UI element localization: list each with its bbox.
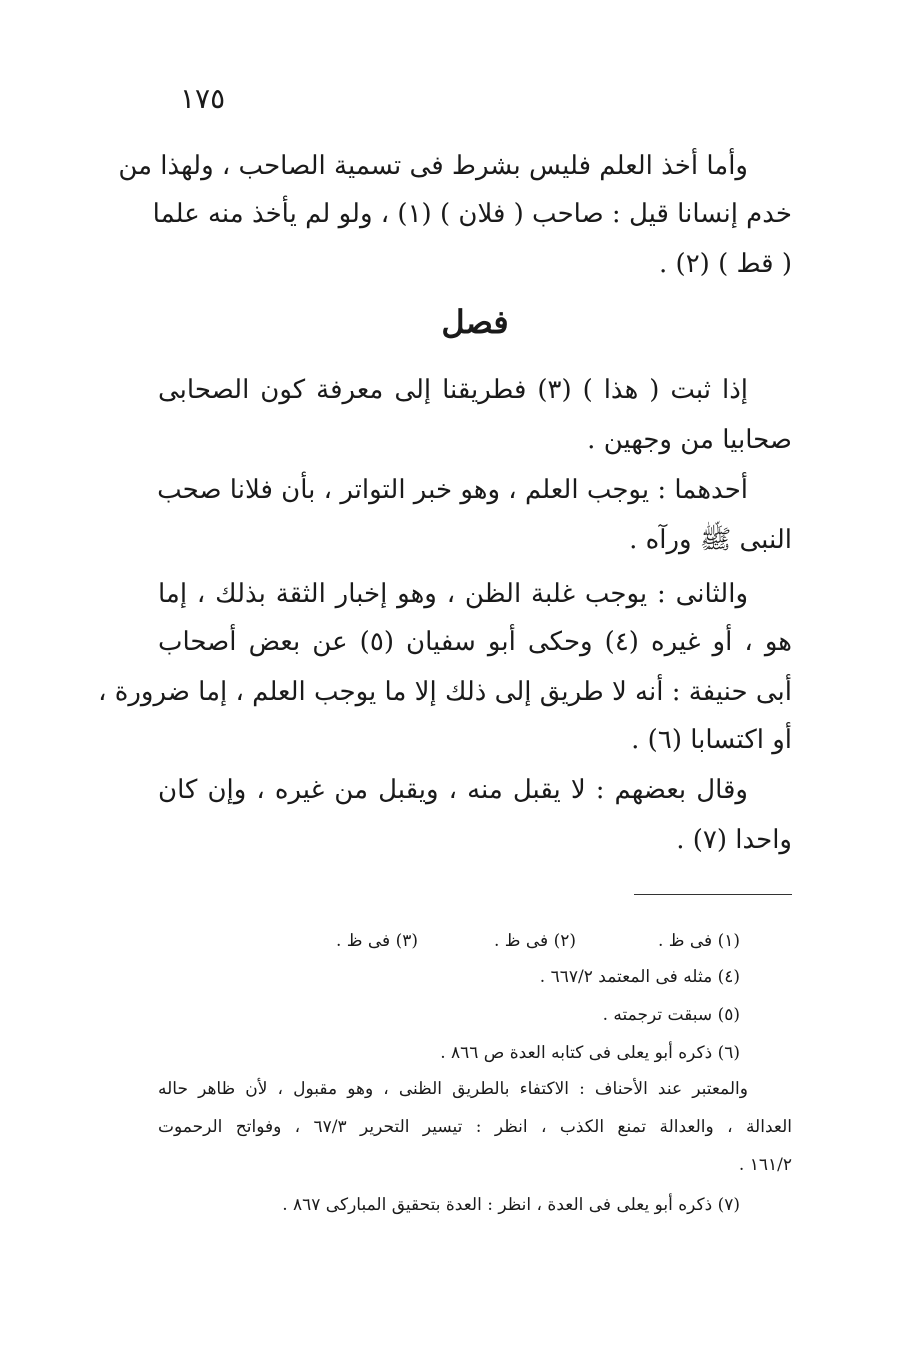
body-line: واحدا (٧) . (676, 825, 792, 855)
body-line: أحدهما : يوجب العلم ، وهو خبر التواتر ، بأن فلانا صحب (157, 475, 748, 505)
body-line: أو اكتسابا (٦) . (631, 725, 792, 755)
body-line: النبى ﷺ ورآه . (629, 525, 792, 555)
footnote-separator (634, 894, 792, 895)
body-line: أبى حنيفة : أنه لا طريق إلى ذلك إلا ما يوجب العلم ، إما ضرورة ، (98, 677, 792, 707)
page-number: ١٧٥ (180, 82, 226, 115)
footnote-6-continued: ١٦١/٢ . (738, 1155, 792, 1175)
footnote-3: (٣) فى ظ . (335, 931, 418, 951)
body-line: وأما أخذ العلم فليس بشرط فى تسمية الصاحب ، ولهذا من (118, 151, 748, 181)
footnote-4: (٤) مثله فى المعتمد ٦٦٧/٢ . (539, 967, 740, 987)
footnote-2: (٢) فى ظ . (493, 931, 576, 951)
footnote-7: (٧) ذكره أبو يعلى فى العدة ، انظر : العدة بتحقيق المباركى ٨٦٧ . (282, 1195, 740, 1215)
body-line: وقال بعضهم : لا يقبل منه ، ويقبل من غيره ، وإن كان (158, 775, 748, 805)
body-line: ( قط ) (٢) . (659, 249, 792, 279)
footnote-1: (١) فى ظ . (657, 931, 740, 951)
body-line: صحابيا من وجهين . (587, 425, 792, 455)
footnote-6: (٦) ذكره أبو يعلى فى كتابه العدة ص ٨٦٦ . (440, 1043, 740, 1063)
footnote-6-continued: والمعتبر عند الأحناف : الاكتفاء بالطريق الظنى ، وهو مقبول ، لأن ظاهر حاله (158, 1079, 748, 1099)
body-line: خدم إنسانا قيل : صاحب ( فلان ) (١) ، ولو لم يأخذ منه علما (152, 199, 792, 229)
footnote-5: (٥) سبقت ترجمته . (602, 1005, 740, 1025)
footnote-6-continued: العدالة ، والعدالة تمنع الكذب ، انظر : تيسير التحرير ٦٧/٣ ، وفواتح الرحموت (158, 1117, 792, 1137)
body-line: هو ، أو غيره (٤) وحكى أبو سفيان (٥) عن بعض أصحاب (158, 627, 793, 657)
section-heading: فصل (441, 303, 509, 341)
body-line: إذا ثبت ( هذا ) (٣) فطريقنا إلى معرفة كون الصحابى (158, 375, 748, 405)
body-line: والثانى : يوجب غلبة الظن ، وهو إخبار الثقة بذلك ، إما (158, 579, 748, 609)
